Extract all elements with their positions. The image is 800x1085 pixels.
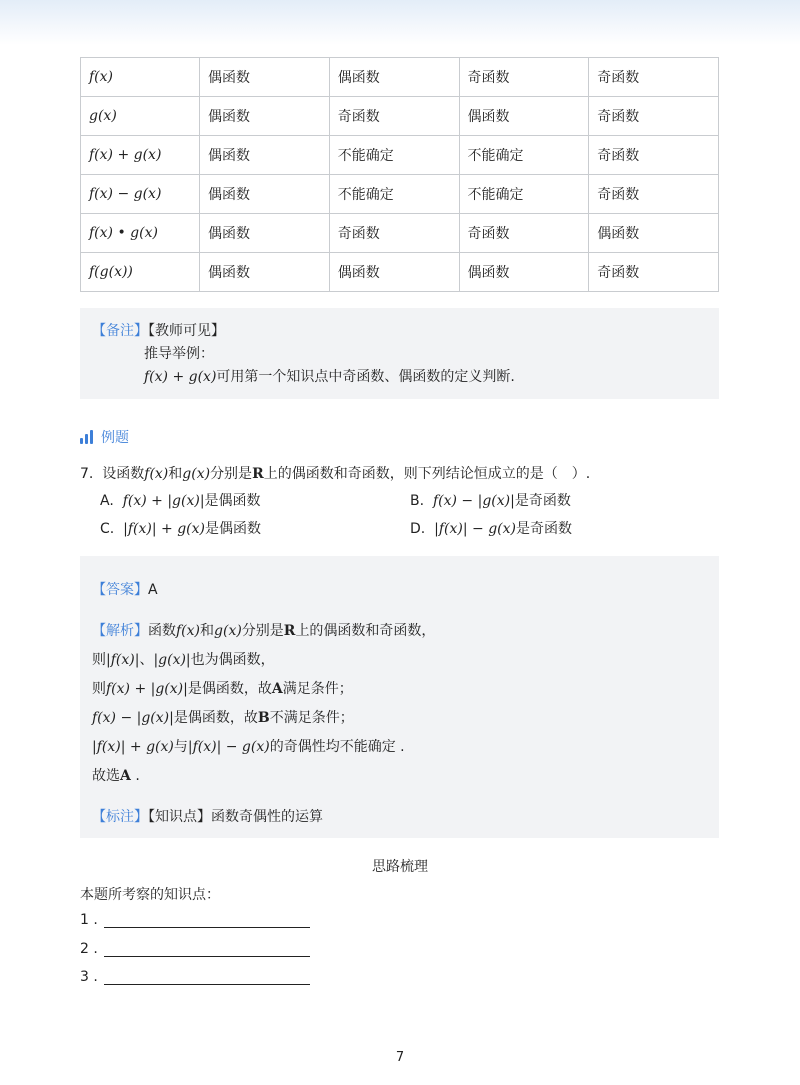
remark-box (80, 308, 719, 399)
table-cell: 奇函数 (589, 136, 719, 175)
table-cell: 偶函数 (200, 97, 330, 136)
table-row-expression: f(x) • g(x) (81, 214, 200, 253)
table-row-expression: f(x) − g(x) (81, 175, 200, 214)
table-row (81, 253, 719, 292)
table-cell: 奇函数 (329, 97, 459, 136)
header-decoration (0, 0, 800, 45)
answer-value: A (148, 582, 158, 598)
answer-line: 【答案】A (92, 582, 158, 598)
table-row (81, 136, 719, 175)
blank-3-input[interactable] (104, 970, 310, 985)
table-row (81, 97, 719, 136)
table-cell: 不能确定 (329, 136, 459, 175)
table-cell: 偶函数 (200, 175, 330, 214)
option-c[interactable]: C. |f(x)| + g(x)是偶函数 (100, 521, 261, 537)
blank-2-input[interactable] (104, 942, 310, 957)
blank-line-2: 2 . (80, 941, 310, 957)
table-row-expression: f(x) + g(x) (81, 136, 200, 175)
section-title-text: 例题 (101, 430, 129, 446)
thought-title: 思路梳理 (372, 859, 428, 875)
table-cell: 偶函数 (200, 136, 330, 175)
parity-table (80, 57, 719, 292)
table-cell: 偶函数 (459, 97, 589, 136)
answer-box (80, 556, 719, 838)
example-section-title (80, 426, 129, 448)
analysis-line-6: 故选A . (92, 768, 140, 784)
table-cell: 奇函数 (589, 58, 719, 97)
table-cell: 奇函数 (329, 214, 459, 253)
table-cell: 偶函数 (200, 58, 330, 97)
page-number: 7 (395, 1050, 405, 1065)
table-cell: 偶函数 (459, 253, 589, 292)
question-7 (80, 464, 720, 539)
analysis-line-2: 则|f(x)|、|g(x)|也为偶函数， (92, 652, 275, 668)
table-cell: 奇函数 (459, 58, 589, 97)
table-cell: 不能确定 (459, 175, 589, 214)
blank-line-3: 3 . (80, 969, 310, 985)
table-cell: 偶函数 (329, 253, 459, 292)
table-cell: 偶函数 (200, 253, 330, 292)
analysis-line-3: 则f(x) + |g(x)|是偶函数，故A满足条件； (92, 681, 353, 697)
table-row-expression: g(x) (81, 97, 200, 136)
table-cell: 奇函数 (589, 253, 719, 292)
analysis-line-1: 【解析】函数f(x)和g(x)分别是R上的偶函数和奇函数， (92, 623, 436, 639)
blank-1-input[interactable] (104, 913, 310, 928)
bar-chart-icon (80, 430, 93, 444)
table-cell: 偶函数 (200, 214, 330, 253)
remark-line-2: f(x) + g(x)可用第一个知识点中奇函数、偶函数的定义判断. (144, 369, 515, 385)
question-stem: 7. 设函数f(x)和g(x)分别是R上的偶函数和奇函数，则下列结论恒成立的是（ ）. (80, 466, 591, 482)
table-row (81, 58, 719, 97)
table-row (81, 175, 719, 214)
knowledge-intro: 本题所考察的知识点： (80, 887, 220, 903)
table-row-expression: f(x) (81, 58, 200, 97)
table-row-expression: f(g(x)) (81, 253, 200, 292)
knowledge-mark: 【标注】【知识点】函数奇偶性的运算 (92, 809, 323, 825)
table-cell: 不能确定 (459, 136, 589, 175)
table-row (81, 214, 719, 253)
table-cell: 奇函数 (589, 175, 719, 214)
table-cell: 奇函数 (459, 214, 589, 253)
remark-tag: 【备注】 (92, 323, 148, 339)
analysis-line-4: f(x) − |g(x)|是偶函数，故B不满足条件； (92, 710, 354, 726)
remark-line-1: 推导举例： (144, 346, 214, 362)
question-options (100, 492, 720, 539)
option-b[interactable]: B. f(x) − |g(x)|是奇函数 (410, 493, 571, 509)
option-d[interactable]: D. |f(x)| − g(x)是奇函数 (410, 521, 572, 537)
table-cell: 不能确定 (329, 175, 459, 214)
option-a[interactable]: A. f(x) + |g(x)|是偶函数 (100, 493, 261, 509)
remark-visibility: 【教师可见】 (148, 323, 225, 339)
analysis-line-5: |f(x)| + g(x)与|f(x)| − g(x)的奇偶性均不能确定 . (92, 739, 405, 755)
table-cell: 偶函数 (329, 58, 459, 97)
table-cell: 偶函数 (589, 214, 719, 253)
blank-line-1: 1 . (80, 912, 310, 928)
table-cell: 奇函数 (589, 97, 719, 136)
